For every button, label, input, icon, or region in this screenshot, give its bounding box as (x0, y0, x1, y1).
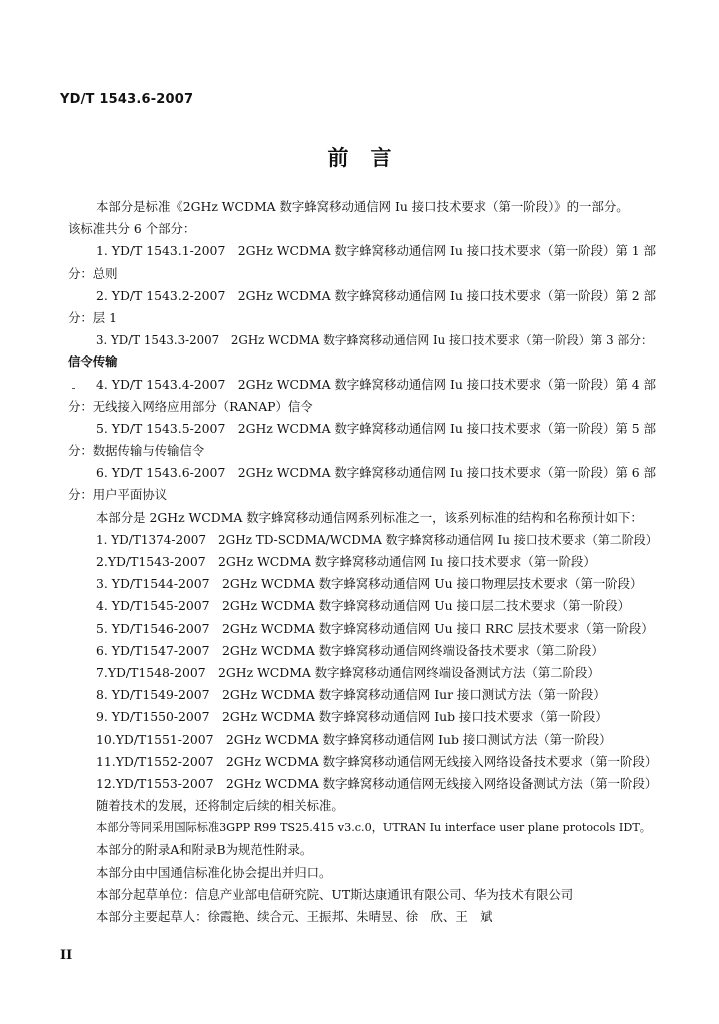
scan-speck (72, 388, 75, 389)
series-list-item: 5. YD/T1546-2007 2GHz WCDMA 数字蜂窝移动通信网 Uu 接口 RRC 层技术要求（第一阶段） (96, 620, 654, 636)
part-list-item: 5. YD/T 1543.5-2007 2GHz WCDMA 数字蜂窝移动通信网 Iu 接口技术要求（第一阶段）第 5 部 (96, 420, 656, 436)
paragraph: 本部分起草单位：信息产业部电信研究院、UT斯达康通讯有限公司、华为技术有限公司 (96, 886, 574, 902)
series-list-item: 3. YD/T1544-2007 2GHz WCDMA 数字蜂窝移动通信网 Uu 接口物理层技术要求（第一阶段） (96, 576, 643, 592)
series-list-item: 8. YD/T1549-2007 2GHz WCDMA 数字蜂窝移动通信网 Iur 接口测试方法（第一阶段） (96, 687, 606, 703)
document-id-header: YD/T 1543.6-2007 (60, 92, 194, 107)
series-list-item: 12.YD/T1553-2007 2GHz WCDMA 数字蜂窝移动通信网无线接入网络设备测试方法（第一阶段） (96, 775, 658, 791)
paragraph: 本部分等同采用国际标准3GPP R99 TS25.415 v3.c.0，UTRAN Iu interface user plane protocols IDT。 (96, 821, 651, 835)
series-list-item: 6. YD/T1547-2007 2GHz WCDMA 数字蜂窝移动通信网终端设备技术要求（第二阶段） (96, 642, 604, 658)
part-list-item-continued: 分：无线接入网络应用部分（RANAP）信令 (68, 398, 313, 414)
part-list-item-continued: 分：总则 (68, 265, 118, 281)
page-title: 前言 (327, 145, 414, 170)
part-list-item: 3. YD/T 1543.3-2007 2GHz WCDMA 数字蜂窝移动通信网 Iu 接口技术要求（第一阶段）第 3 部分： (96, 333, 653, 348)
series-list-item: 11.YD/T1552-2007 2GHz WCDMA 数字蜂窝移动通信网无线接入网络设备技术要求（第一阶段） (96, 753, 658, 769)
page-number: II (60, 948, 73, 963)
paragraph: 本部分主要起草人：徐霞艳、续合元、王振邦、朱晴昱、徐 欣、王 斌 (96, 909, 493, 924)
paragraph: 本部分由中国通信标准化协会提出并归口。 (96, 864, 332, 880)
part-list-item-continued: 分：用户平面协议 (68, 487, 168, 503)
part-list-item-continued: 分：数据传输与传输信令 (68, 443, 205, 459)
paragraph: 本部分是 2GHz WCDMA 数字蜂窝移动通信网系列标准之一，该系列标准的结构和名称预计如下： (96, 509, 643, 525)
part-list-item-continued: 分：层 1 (68, 309, 117, 325)
series-list-item: 9. YD/T1550-2007 2GHz WCDMA 数字蜂窝移动通信网 Iub 接口技术要求（第一阶段） (96, 709, 608, 725)
paragraph: 本部分是标准《2GHz WCDMA 数字蜂窝移动通信网 Iu 接口技术要求（第一阶段）》的一部分。 (96, 199, 629, 214)
foreword-body (68, 196, 658, 928)
series-list-item: 10.YD/T1551-2007 2GHz WCDMA 数字蜂窝移动通信网 Iub 接口测试方法（第一阶段） (96, 731, 612, 747)
paragraph: 本部分的附录A和附录B为规范性附录。 (96, 842, 313, 858)
series-list-item: 2.YD/T1543-2007 2GHz WCDMA 数字蜂窝移动通信网 Iu 接口技术要求（第一阶段） (96, 554, 596, 569)
paragraph: 随着技术的发展，还将制定后续的相关标准。 (96, 798, 344, 814)
part-list-item: 6. YD/T 1543.6-2007 2GHz WCDMA 数字蜂窝移动通信网 Iu 接口技术要求（第一阶段）第 6 部 (96, 465, 656, 481)
part-list-item: 2. YD/T 1543.2-2007 2GHz WCDMA 数字蜂窝移动通信网 Iu 接口技术要求（第一阶段）第 2 部 (96, 287, 656, 303)
series-list-item: 1. YD/T1374-2007 2GHz TD-SCDMA/WCDMA 数字蜂窝移动通信网 Iu 接口技术要求（第二阶段） (96, 532, 658, 547)
part-list-item: 4. YD/T 1543.4-2007 2GHz WCDMA 数字蜂窝移动通信网 Iu 接口技术要求（第一阶段）第 4 部 (96, 376, 656, 392)
paragraph: 该标准共分 6 个部分： (68, 221, 196, 237)
series-list-item: 4. YD/T1545-2007 2GHz WCDMA 数字蜂窝移动通信网 Uu 接口层二技术要求（第一阶段） (96, 598, 631, 614)
part-list-item-continued: 信令传输 (68, 354, 118, 370)
series-list-item: 7.YD/T1548-2007 2GHz WCDMA 数字蜂窝移动通信网终端设备测试方法（第二阶段） (96, 664, 600, 680)
part-list-item: 1. YD/T 1543.1-2007 2GHz WCDMA 数字蜂窝移动通信网 Iu 接口技术要求（第一阶段）第 1 部 (96, 243, 656, 259)
